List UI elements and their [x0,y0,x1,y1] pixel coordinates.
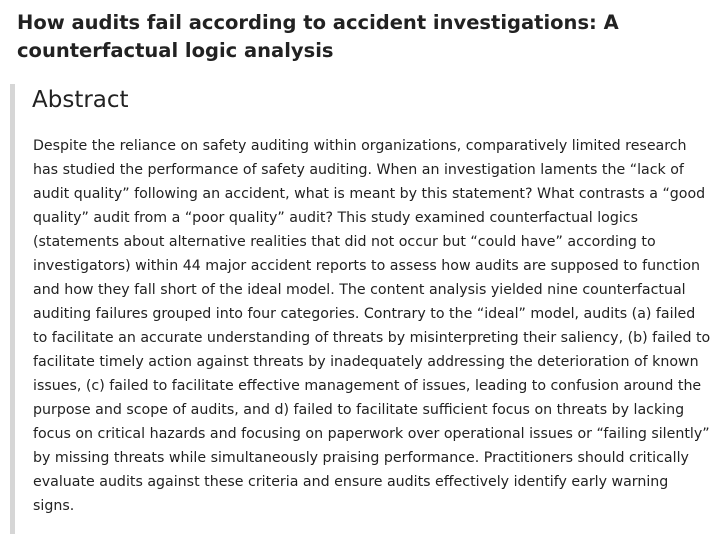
abstract-section [10,84,710,534]
abstract-body: Despite the reliance on safety auditing within organizations, comparatively limited research has studied the performance of safety auditing. When an investigation laments the “lack of audit quality” following an accident, what is meant by this statement? What contrasts a “good quality” audit from a “poor quality” audit? This study examined counterfactual logics (statements about alternative realities that did not occur but “could have” according to investigators) within 44 major accident reports to assess how audits are supposed to function and how they fall short of the ideal model. The content analysis yielded nine counterfactual auditing failures grouped into four categories. Contrary to the “ideal” model, audits (a) failed to facilitate an accurate understanding of threats by misinterpreting their saliency, (b) failed to facilitate timely action against threats by inadequately addressing the deterioration of known issues, (c) failed to facilitate effective management of issues, leading to confusion around the purpose and scope of audits, and d) failed to facilitate sufficient focus on threats by lacking focus on critical hazards and focusing on paperwork over operational issues or “failing silently” by missing threats while simultaneously praising performance. Practitioners should critically evaluate audits against these criteria and ensure audits effectively identify early warning signs. [33,138,711,514]
article-title: How audits fail according to accident investigations: A counterfactual logic analysis [17,11,619,62]
abstract-heading: Abstract [32,87,129,113]
